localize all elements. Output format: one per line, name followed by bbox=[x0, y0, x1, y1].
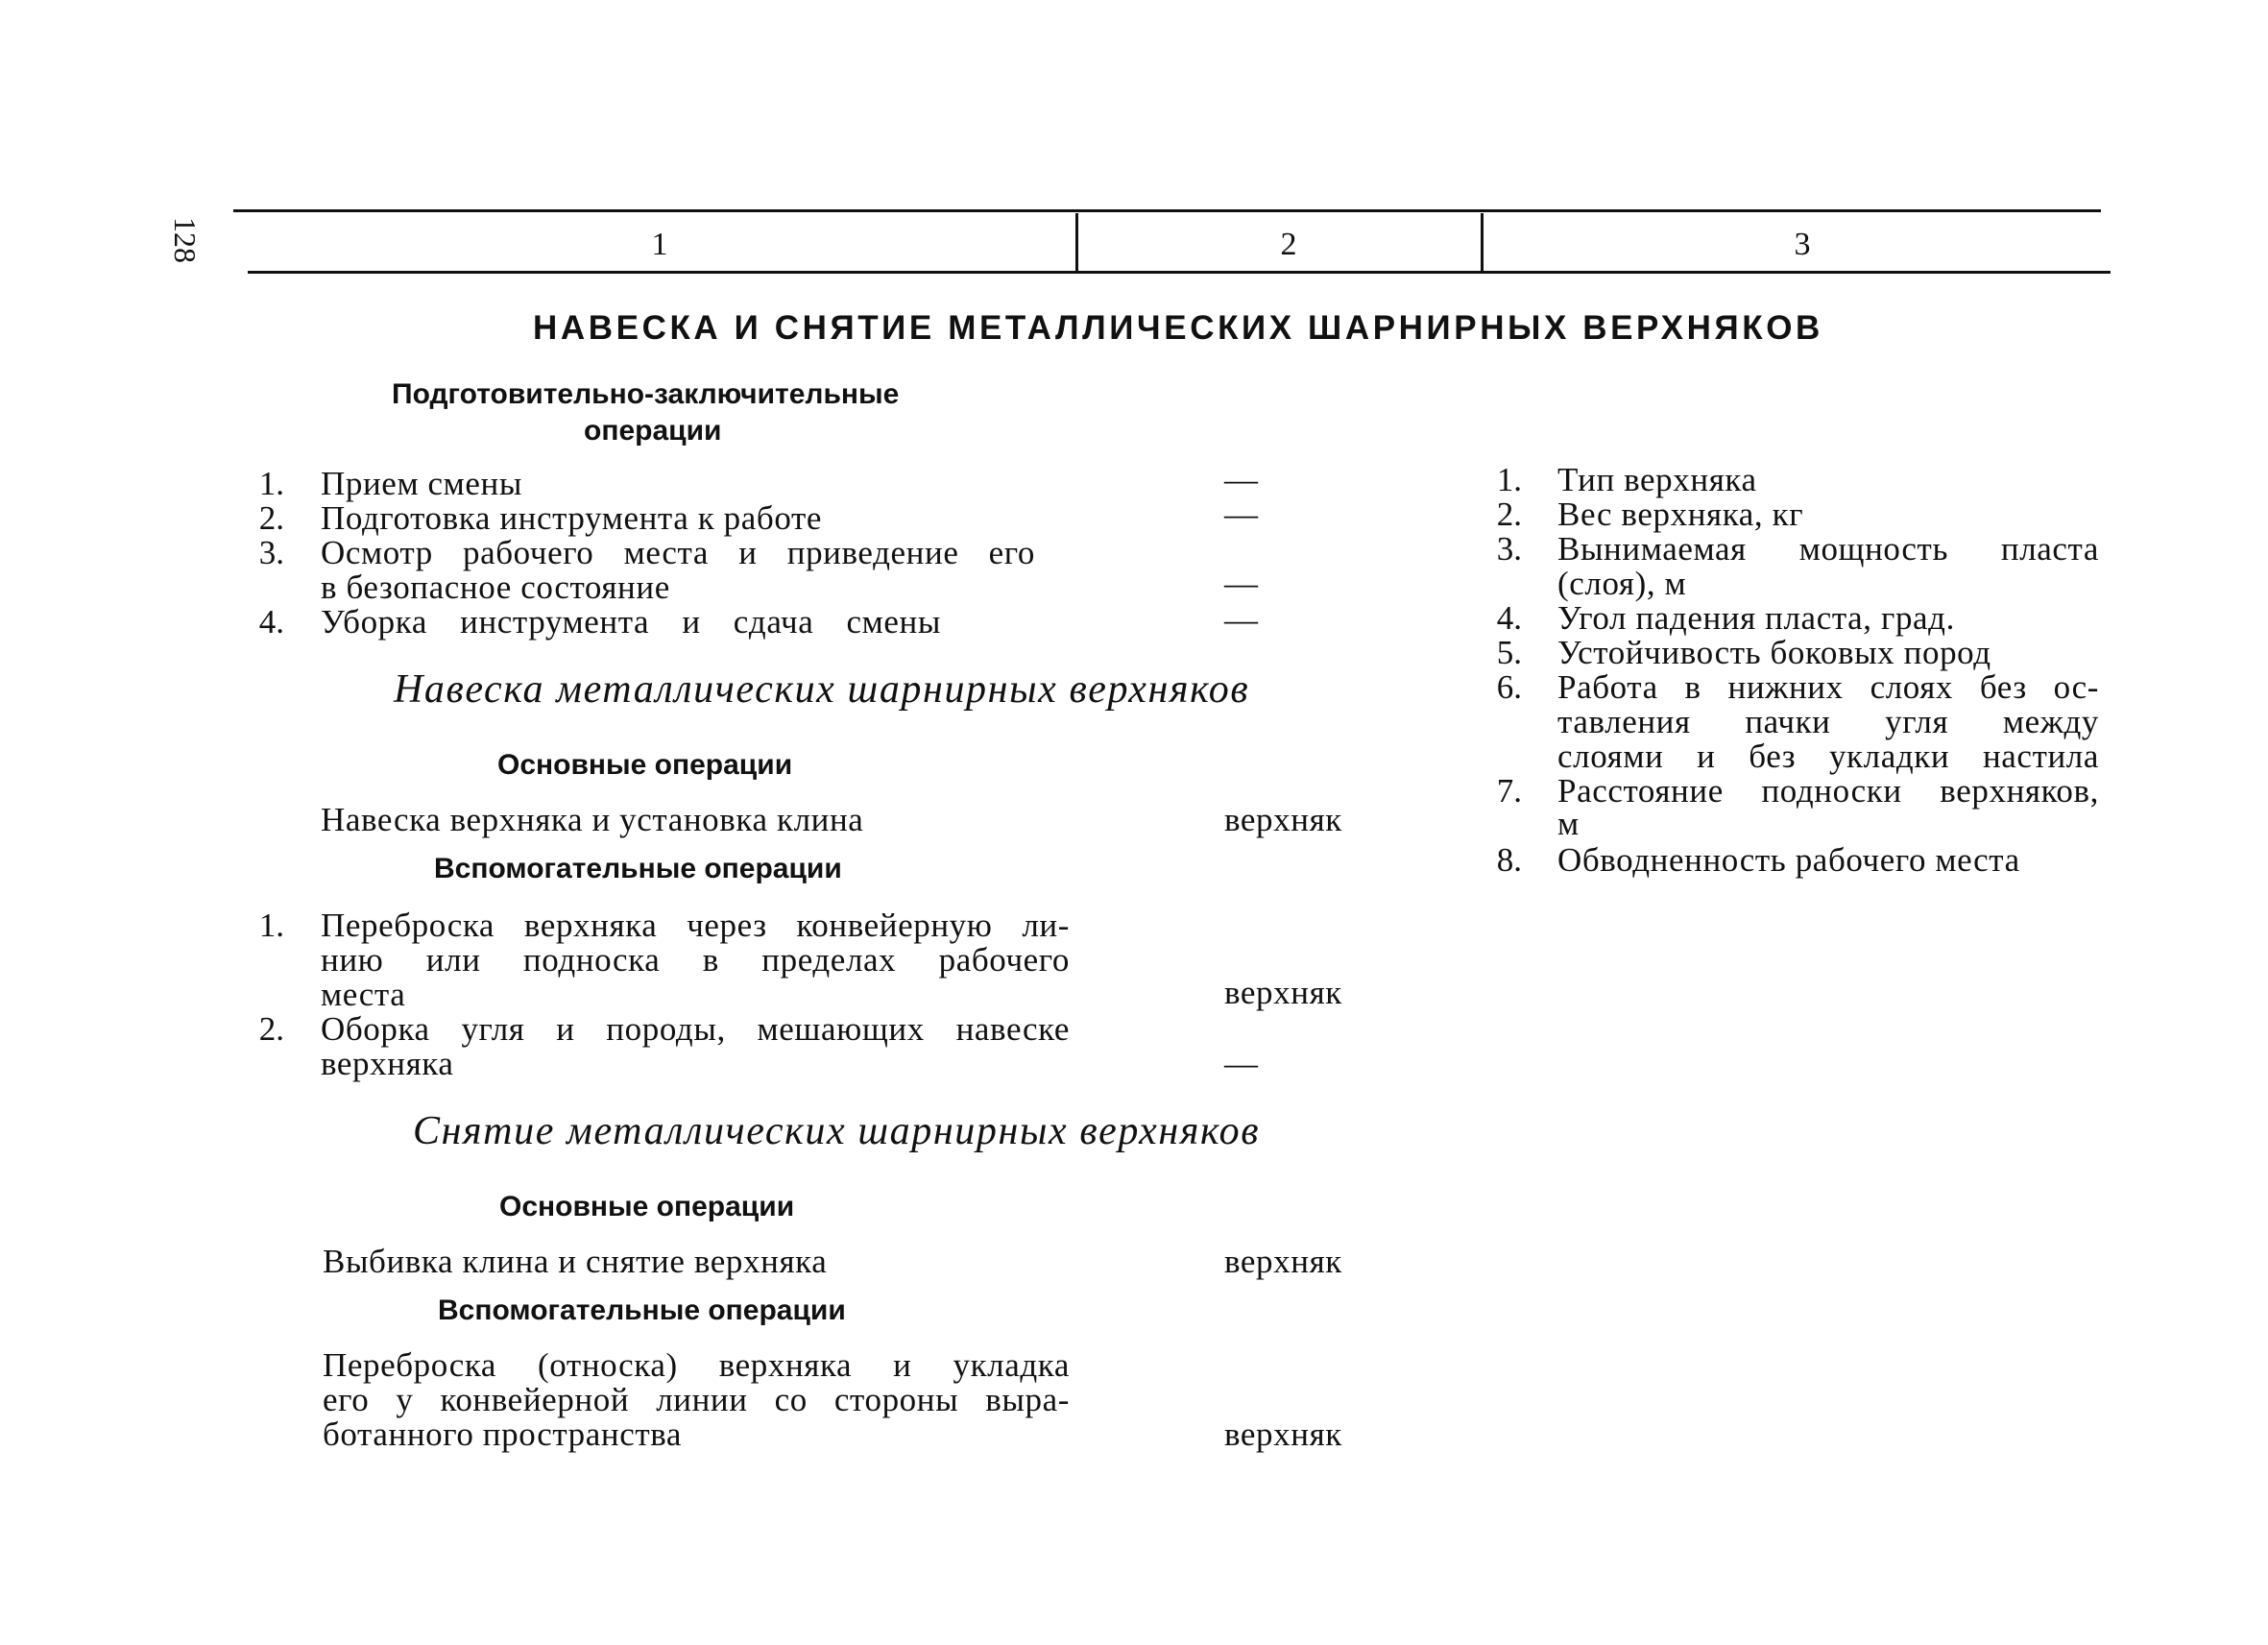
prep-item-unit: — bbox=[1224, 461, 1258, 498]
prep-item-unit: — bbox=[1224, 565, 1258, 602]
prep-item-number: 4. bbox=[258, 603, 284, 641]
prep-item-text: Подготовка инструмента к работе bbox=[321, 499, 822, 537]
hanging-aux-heading: Вспомогательные операции bbox=[434, 853, 842, 884]
removal-aux-text: его у конвейерной линии со стороны выра- bbox=[323, 1381, 1070, 1418]
hanging-aux-number: 2. bbox=[258, 1010, 284, 1048]
removal-aux-text: Переброска (относка) верхняка и укладка bbox=[323, 1346, 1070, 1384]
removal-main-unit: верхняк bbox=[1224, 1243, 1342, 1280]
factor-number: 8. bbox=[1496, 841, 1522, 879]
hanging-aux-text: Оборка угля и породы, мешающих навеске bbox=[321, 1010, 1070, 1048]
removal-main-heading: Основные операции bbox=[499, 1191, 795, 1222]
removal-main-text: Выбивка клина и снятие верхняка bbox=[323, 1243, 828, 1280]
column-number-1: 1 bbox=[651, 227, 668, 262]
hanging-aux-text: места bbox=[321, 976, 406, 1013]
factor-number: 3. bbox=[1496, 530, 1522, 568]
removal-aux-text: ботанного пространства bbox=[323, 1415, 683, 1453]
column-number-3: 3 bbox=[1794, 227, 1811, 262]
hanging-aux-text: нию или подноска в пределах рабочего bbox=[321, 941, 1070, 979]
column-number-2: 2 bbox=[1280, 227, 1297, 262]
prep-heading-line2: операции bbox=[584, 415, 722, 447]
column-divider-2 bbox=[1481, 213, 1484, 271]
column-divider-1 bbox=[1075, 213, 1078, 271]
prep-item-text-continued: в безопасное состояние bbox=[321, 568, 670, 606]
factor-number: 1. bbox=[1496, 461, 1522, 498]
hanging-aux-unit: — bbox=[1224, 1045, 1258, 1082]
removal-heading: Снятие металлических шарнирных верхняков bbox=[413, 1109, 1261, 1153]
prep-heading-line1: Подготовительно-заключительные bbox=[392, 378, 900, 410]
factor-text: Обводненность рабочего места bbox=[1557, 841, 2020, 879]
factor-text: слоями и без укладки настила bbox=[1557, 738, 2099, 775]
factor-text: Вес верхняка, кг bbox=[1557, 496, 1804, 533]
hanging-aux-text: верхняка bbox=[321, 1045, 454, 1082]
hanging-heading: Навеска металлических шарнирных верхняков bbox=[394, 667, 1250, 712]
header-top-rule bbox=[233, 209, 2101, 212]
prep-item-number: 3. bbox=[258, 534, 284, 571]
page-number: 128 bbox=[168, 217, 203, 263]
header-bottom-rule bbox=[248, 271, 2111, 274]
hanging-main-heading: Основные операции bbox=[497, 749, 793, 781]
factor-text: Тип верхняка bbox=[1557, 461, 1757, 498]
prep-item-text: Уборка инструмента и сдача смены bbox=[321, 603, 941, 641]
factor-text: м bbox=[1557, 805, 1580, 842]
hanging-aux-unit: верхняк bbox=[1224, 974, 1342, 1011]
factor-number: 4. bbox=[1496, 599, 1522, 637]
hanging-aux-text: Переброска верхняка через конвейерную ли- bbox=[321, 907, 1070, 944]
prep-item-number: 2. bbox=[258, 499, 284, 537]
hanging-main-text: Навеска верхняка и установка клина bbox=[321, 801, 864, 838]
factor-text: тавления пачки угля между bbox=[1557, 703, 2099, 740]
factor-text: Работа в нижних слоях без ос- bbox=[1557, 668, 2099, 706]
hanging-main-unit: верхняк bbox=[1224, 801, 1342, 838]
factor-text: Вынимаемая мощность пласта bbox=[1557, 530, 2099, 568]
removal-aux-unit: верхняк bbox=[1224, 1415, 1342, 1453]
prep-item-number: 1. bbox=[258, 465, 284, 502]
factor-text: Угол падения пласта, град. bbox=[1557, 599, 1955, 637]
prep-item-unit: — bbox=[1224, 496, 1258, 533]
prep-item-text: Прием смены bbox=[321, 465, 523, 502]
hanging-aux-number: 1. bbox=[258, 907, 284, 944]
factor-text: Устойчивость боковых пород bbox=[1557, 634, 1991, 671]
prep-item-text: Осмотр рабочего места и приведение его bbox=[321, 534, 1035, 571]
removal-aux-heading: Вспомогательные операции bbox=[438, 1294, 846, 1326]
factor-number: 2. bbox=[1496, 496, 1522, 533]
factor-text: Расстояние подноски верхняков, bbox=[1557, 772, 2099, 810]
factor-number: 5. bbox=[1496, 634, 1522, 671]
factor-number: 7. bbox=[1496, 772, 1522, 810]
prep-item-unit: — bbox=[1224, 601, 1258, 639]
factor-number: 6. bbox=[1496, 668, 1522, 706]
page-title: НАВЕСКА И СНЯТИЕ МЕТАЛЛИЧЕСКИХ ШАРНИРНЫХ ВЕРХНЯКОВ bbox=[533, 309, 1823, 347]
factor-text: (слоя), м bbox=[1557, 565, 1687, 602]
